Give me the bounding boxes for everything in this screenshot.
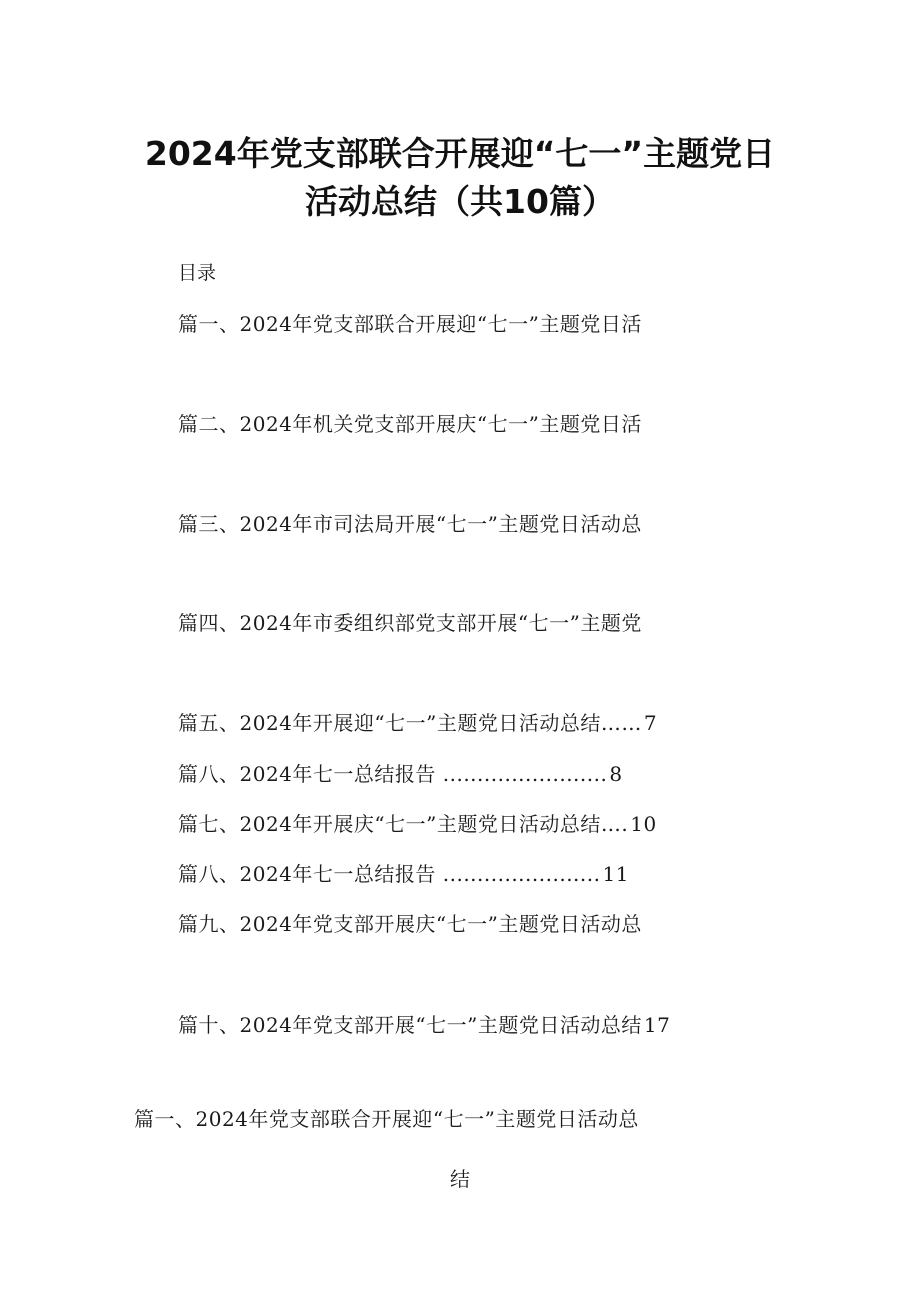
toc-item-page: 11 xyxy=(602,862,629,886)
section-heading-continued: 结 xyxy=(450,1167,470,1191)
toc-item-4[interactable] xyxy=(178,607,644,636)
toc-item-7[interactable] xyxy=(178,808,657,837)
document-title-line-2: 活动总结（共10篇） xyxy=(305,182,615,221)
toc-item-label: 篇一、2024年党支部联合开展迎“七一”主题党日活 xyxy=(178,312,642,336)
toc-item-2[interactable] xyxy=(178,408,644,437)
toc-item-label: 篇三、2024年市司法局开展“七一”主题党日活动总 xyxy=(178,512,642,536)
toc-item-label: 篇八、2024年七一总结报告 ........................ xyxy=(178,762,608,786)
toc-item-label: 篇九、2024年党支部开展庆“七一”主题党日活动总 xyxy=(178,912,642,936)
toc-item-3[interactable] xyxy=(178,508,644,537)
document-title-line-1: 2024年党支部联合开展迎“七一”主题党日 xyxy=(144,134,776,173)
toc-item-label: 篇七、2024年开展庆“七一”主题党日活动总结…. xyxy=(178,812,629,836)
toc-item-page: 17 xyxy=(643,1013,671,1037)
toc-item-page: 7 xyxy=(643,711,658,735)
toc-item-9[interactable] xyxy=(178,908,644,937)
toc-item-label: 篇八、2024年七一总结报告 ....................... xyxy=(178,862,601,886)
toc-item-5[interactable] xyxy=(178,707,657,736)
toc-item-label: 篇五、2024年开展迎“七一”主题党日活动总结…… xyxy=(178,711,642,735)
toc-item-1[interactable] xyxy=(178,308,644,337)
toc-item-8[interactable] xyxy=(178,858,629,887)
toc-item-label: 篇十、2024年党支部开展“七一”主题党日活动总结 xyxy=(178,1013,642,1037)
toc-item-6[interactable] xyxy=(178,758,623,787)
toc-item-label: 篇四、2024年市委组织部党支部开展“七一”主题党 xyxy=(178,611,642,635)
toc-item-label: 篇二、2024年机关党支部开展庆“七一”主题党日活 xyxy=(178,412,642,436)
toc-item-10[interactable] xyxy=(178,1009,670,1038)
toc-heading: 目录 xyxy=(178,262,217,284)
toc-item-page: 8 xyxy=(609,762,623,786)
section-heading: 篇一、2024年党支部联合开展迎“七一”主题党日活动总 xyxy=(134,1107,639,1131)
toc-item-page: 10 xyxy=(630,812,657,836)
